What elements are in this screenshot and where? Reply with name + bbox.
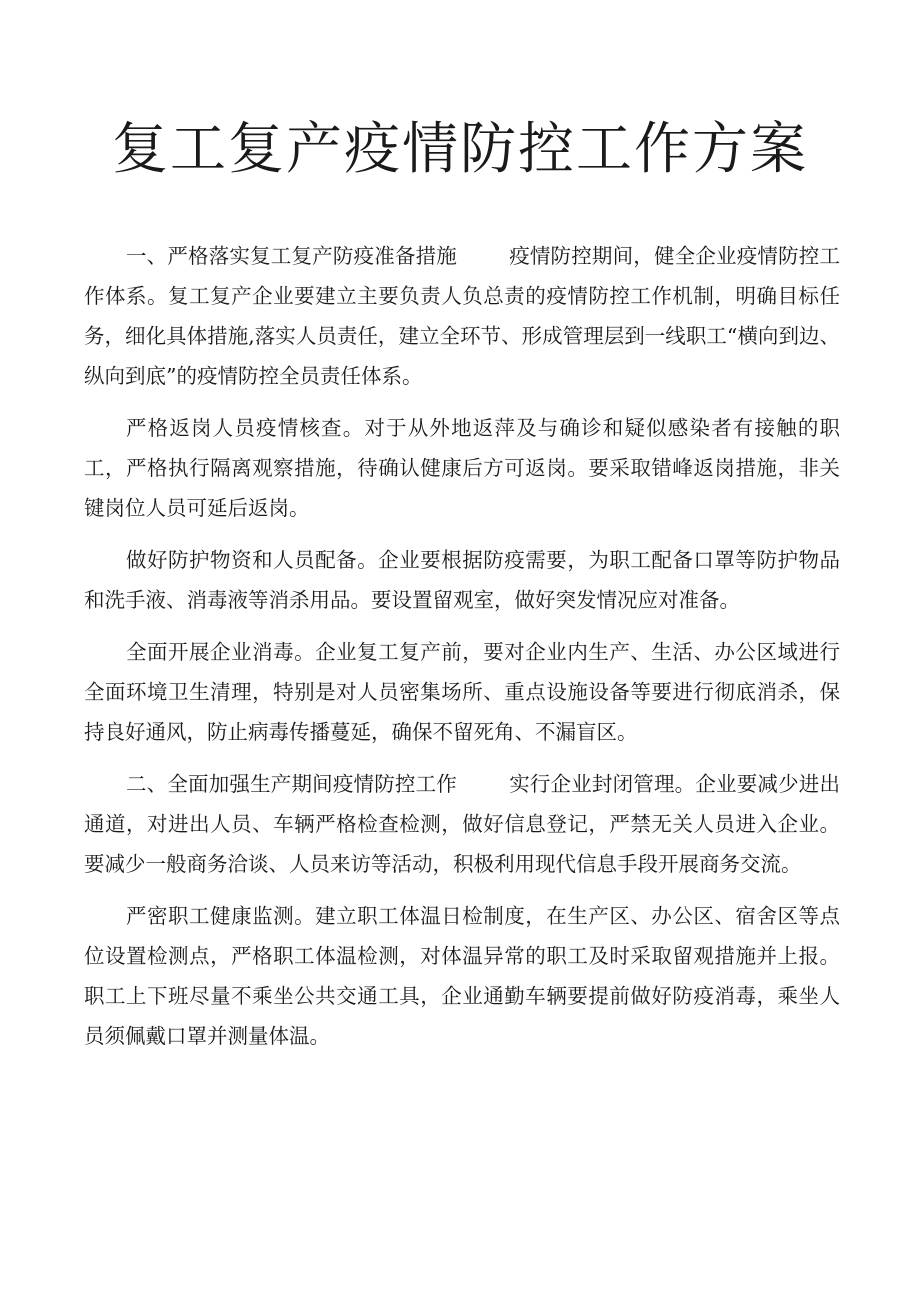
paragraph-text: 严密职工健康监测。建立职工体温日检制度，在生产区、办公区、宿舍区等点位设置检测点，严格职工体温检测，对体温异常的职工及时采取留观措施并上报。职工上下班尽量不乘坐公共交通工具，企业通勤车辆要提前做好防疫消毒，乘坐人员须佩戴口罩并测量体温。	[84, 904, 840, 1048]
paragraph-2	[84, 408, 840, 528]
paragraph-3	[84, 540, 840, 620]
document-body	[84, 236, 840, 1068]
paragraph-text: 疫情防控期间，健全企业疫情防控工作体系。复工复产企业要建立主要负责人负总责的疫情防控工作机制，明确目标任务，细化具体措施,落实人员责任，建立全环节、形成管理层到一线职工“横向到边、纵向到底”的疫情防控全员责任体系。	[84, 244, 840, 388]
document-title: 复工复产疫情防控工作方案	[112, 117, 808, 182]
paragraph-text: 严格返岗人员疫情核查。对于从外地返萍及与确诊和疑似感染者有接触的职工，严格执行隔离观察措施，待确认健康后方可返岗。要采取错峰返岗措施，非关键岗位人员可延后返岗。	[84, 416, 840, 520]
paragraph-4	[84, 632, 840, 752]
section-heading-2: 二、全面加强生产期间疫情防控工作	[126, 772, 457, 796]
section-heading-1: 一、严格落实复工复产防疫准备措施	[126, 244, 457, 268]
paragraph-6	[84, 896, 840, 1056]
paragraph-text: 全面开展企业消毒。企业复工复产前，要对企业内生产、生活、办公区域进行全面环境卫生清理，特别是对人员密集场所、重点设施设备等要进行彻底消杀，保持良好通风，防止病毒传播蔓延，确保不留死角、不漏盲区。	[84, 640, 840, 744]
paragraph-text: 做好防护物资和人员配备。企业要根据防疫需要，为职工配备口罩等防护物品和洗手液、消毒液等消杀用品。要设置留观室，做好突发情况应对准备。	[84, 548, 840, 612]
paragraph-5	[84, 764, 840, 884]
paragraph-text: 实行企业封闭管理。企业要减少进出通道，对进出人员、车辆严格检查检测，做好信息登记，严禁无关人员进入企业。要减少一般商务洽谈、人员来访等活动，积极利用现代信息手段开展商务交流。	[84, 772, 840, 876]
paragraph-1	[84, 236, 840, 396]
